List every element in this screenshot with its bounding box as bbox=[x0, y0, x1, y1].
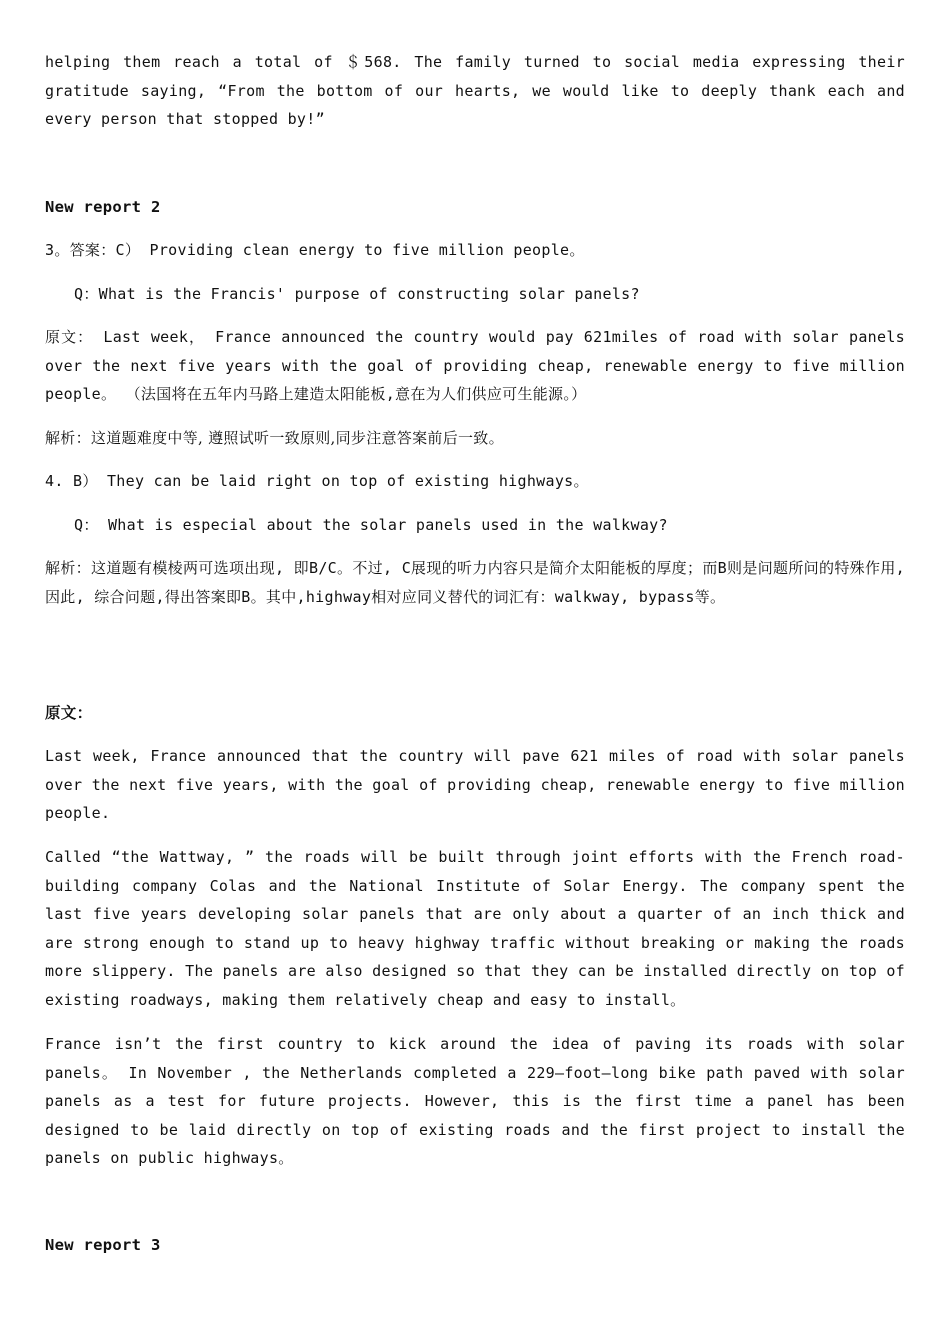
q4-answer: 4. B） They can be laid right on top of existing highways。 bbox=[45, 472, 589, 490]
q4-question: Q： What is especial about the solar panels used in the walkway? bbox=[74, 516, 668, 534]
original-paragraph-2: Called “the Wattway, ” the roads will be built through joint efforts with the French road-building company Colas and the National Institute of Solar Energy. The company spent the last five years developing solar panels that are only about a quarter of an inch thick and are strong enough to stand up to heavy highway traffic without breaking or making the roads more slippery. The panels are also designed so that they can be installed directly on top of existing roadways, making them relatively cheap and easy to install。 bbox=[45, 848, 905, 1009]
original-heading: 原文： bbox=[45, 703, 93, 722]
q3-answer: 3。答案：C） Providing clean energy to five million people。 bbox=[45, 241, 585, 259]
q3-original-text: 原文： Last week， France announced the country would pay 621miles of road with solar panels over the next five years with the goal of providing cheap, renewable energy to five million people。 （法国将在五年内马路上建造太阳能板,意在为人们供应可生能源。） bbox=[45, 328, 905, 404]
intro-paragraph: helping them reach a total of ＄568. The family turned to social media expressing their gratitude saying, “From the bottom of our hearts, we would like to deeply thank each and every person that stopped by!” bbox=[45, 53, 905, 129]
original-paragraph-3: France isn’t the first country to kick around the idea of paving its roads with solar panels。 In November , the Netherlands completed a 229—foot—long bike path paved with solar panels as a test for future projects. However, this is the first time a panel has been designed to be laid directly on top of existing roads and the first project to install the panels on public highways。 bbox=[45, 1035, 905, 1168]
q3-analysis: 解析：这道题难度中等, 遵照试听一致原则,同步注意答案前后一致。 bbox=[45, 429, 504, 447]
report2-heading: New report 2 bbox=[45, 198, 161, 216]
original-paragraph-1: Last week, France announced that the country will pave 621 miles of road with solar panels over the next five years, with the goal of providing cheap, renewable energy to five million people. bbox=[45, 747, 905, 823]
q4-analysis: 解析：这道题有模棱两可选项出现, 即B/C。不过, C展现的听力内容只是简介太阳能板的厚度；而B则是问题所问的特殊作用, 因此, 综合问题,得出答案即B。其中,highway相对应同义替代的词汇有：walkway, bypass等。 bbox=[45, 559, 905, 606]
q3-question: Q：What is the Francis' purpose of constructing solar panels? bbox=[74, 285, 640, 303]
report3-heading: New report 3 bbox=[45, 1236, 161, 1254]
